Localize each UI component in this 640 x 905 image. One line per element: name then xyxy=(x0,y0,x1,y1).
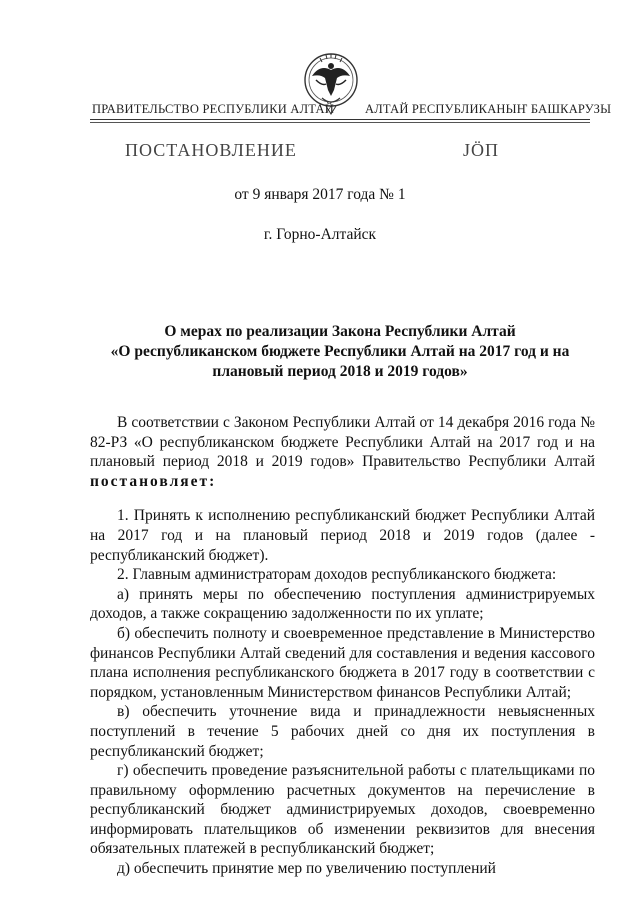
government-name-russian: ПРАВИТЕЛЬСТВО РЕСПУБЛИКИ АЛТАЙ xyxy=(92,102,334,116)
government-name-altai: АЛТАЙ РЕСПУБЛИКАНЫҤ БАШКАРУЗЫ xyxy=(365,102,612,116)
title-line: плановый период 2018 и 2019 годов» xyxy=(212,363,468,380)
document-type-altai: JÖП xyxy=(463,140,500,160)
document-date-number: от 9 января 2017 года № 1 xyxy=(234,186,406,203)
clause-2a: а) принять меры по обеспечению поступления администрируемых доходов, а также сокращению задолженности по их уплате; xyxy=(90,585,595,623)
title-line: «О республиканском бюджете Республики Алтай на 2017 год и на xyxy=(110,343,570,360)
document-title xyxy=(90,322,590,382)
clause-2v: в) обеспечить уточнение вида и принадлежности невыясненных поступлений в течение 5 рабочих дней со дня их поступления в республиканский бюджет; xyxy=(90,703,595,760)
header-rule-secondary xyxy=(90,122,590,123)
document-type-russian: ПОСТАНОВЛЕНИЕ xyxy=(125,140,297,160)
document-body xyxy=(90,413,595,879)
header-rule xyxy=(90,119,590,120)
clause-2b: б) обеспечить полноту и своевременное представление в Министерство финансов Республики Алтай сведений для составления и ведения кассового плана исполнения республиканского бюджета в 2017 году в соответствии с порядком, установленным Министерством финансов Республики Алтай; xyxy=(90,624,595,701)
clause-1: 1. Принять к исполнению республиканский бюджет Республики Алтай на 2017 год и на плановый период 2018 и 2019 годов (далее - республиканский бюджет). xyxy=(90,507,595,564)
clause-2d: д) обеспечить принятие мер по увеличению поступлений xyxy=(117,860,496,878)
clause-2g: г) обеспечить проведение разъяснительной работы с плательщиками по правильному оформлению расчетных документов на перечисление в республиканский бюджет администрируемых доходов, своевременно информировать плательщиков об изменении реквизитов для внесения обязательных платежей в республиканский бюджет; xyxy=(90,762,595,858)
title-line: О мерах по реализации Закона Республики Алтай xyxy=(164,323,516,340)
document-city: г. Горно-Алтайск xyxy=(263,226,377,243)
clause-2: 2. Главным администраторам доходов республиканского бюджета: xyxy=(117,566,557,584)
resolves-keyword: постановляет: xyxy=(90,472,217,490)
preamble-paragraph xyxy=(90,413,595,491)
preamble-text: В соответствии с Законом Республики Алтай от 14 декабря 2016 года № 82-РЗ «О республиканском бюджете Республики Алтай на 2017 год и на плановый период 2018 и 2019 годов» Правительство Республики Алтай xyxy=(90,414,595,471)
